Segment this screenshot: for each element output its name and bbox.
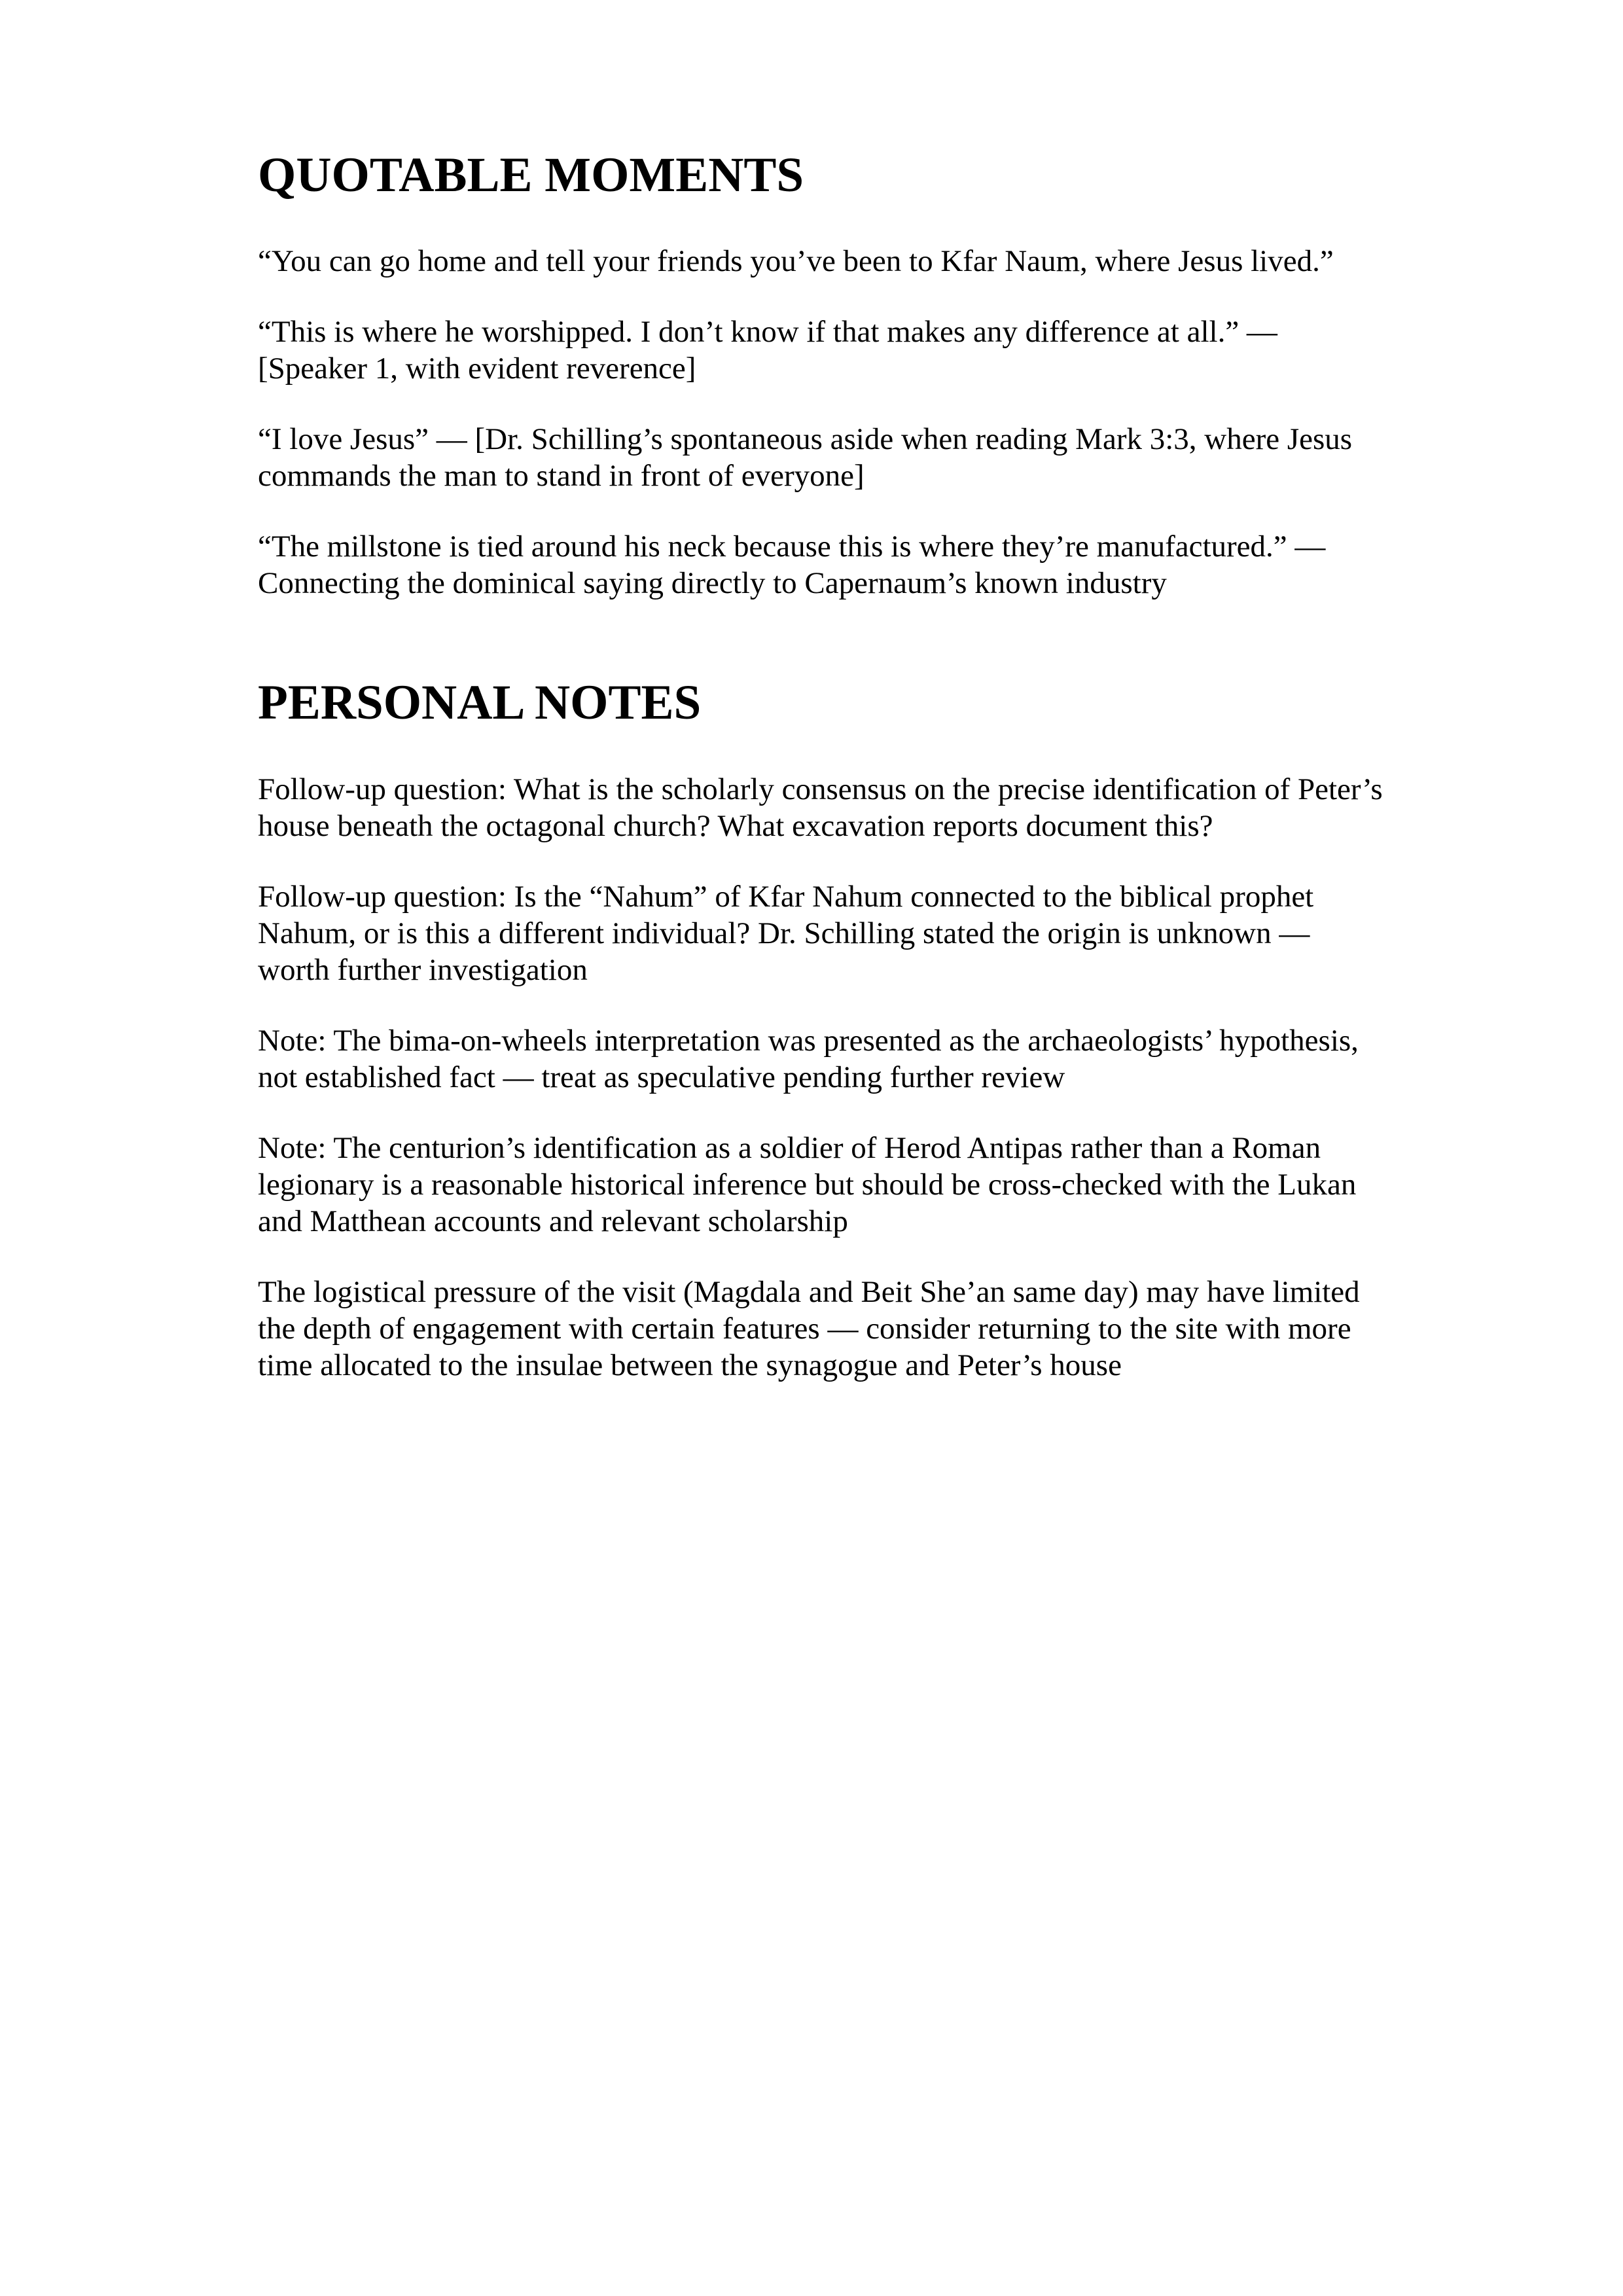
note-paragraph: Follow-up question: Is the “Nahum” of Kfar Nahum connected to the biblical prophet Nahum, or is this a different individual? Dr. Schilling stated the origin is unknown — worth further investigation: [258, 879, 1314, 987]
quote-paragraph: “This is where he worshipped. I don’t know if that makes any difference at all.” — [Speaker 1, with evident reverence]: [258, 315, 1277, 386]
quotable-moments-heading: QUOTABLE MOMENTS: [258, 148, 804, 202]
quotable-moments-section: [258, 147, 1383, 601]
page-content: [258, 147, 1383, 1384]
personal-notes-section: [258, 675, 1383, 1383]
personal-notes-heading: PERSONAL NOTES: [258, 675, 702, 730]
note-paragraph: Note: The bima-on-wheels interpretation was presented as the archaeologists’ hypothesis, not established fact — treat as speculative pending further review: [258, 1023, 1359, 1094]
note-paragraph: Follow-up question: What is the scholarly consensus on the precise identification of Peter’s house beneath the octagonal church? What excavation reports document this?: [258, 772, 1383, 843]
quote-paragraph: “The millstone is tied around his neck because this is where they’re manufactured.” — Connecting the dominical saying directly to Capernaum’s known industry: [258, 529, 1326, 601]
quote-paragraph: “You can go home and tell your friends you’ve been to Kfar Naum, where Jesus lived.”: [258, 244, 1334, 279]
note-paragraph: Note: The centurion’s identification as a soldier of Herod Antipas rather than a Roman legionary is a reasonable historical inference but should be cross-checked with the Lukan and Matthean accounts and relevant scholarship: [258, 1130, 1357, 1238]
note-paragraph: The logistical pressure of the visit (Magdala and Beit She’an same day) may have limited the depth of engagement with certain features — consider returning to the site with more time allocated to the insulae between the synagogue and Peter’s house: [258, 1274, 1360, 1382]
quote-paragraph: “I love Jesus” — [Dr. Schilling’s spontaneous aside when reading Mark 3:3, where Jesus commands the man to stand in front of everyone]: [258, 422, 1353, 493]
